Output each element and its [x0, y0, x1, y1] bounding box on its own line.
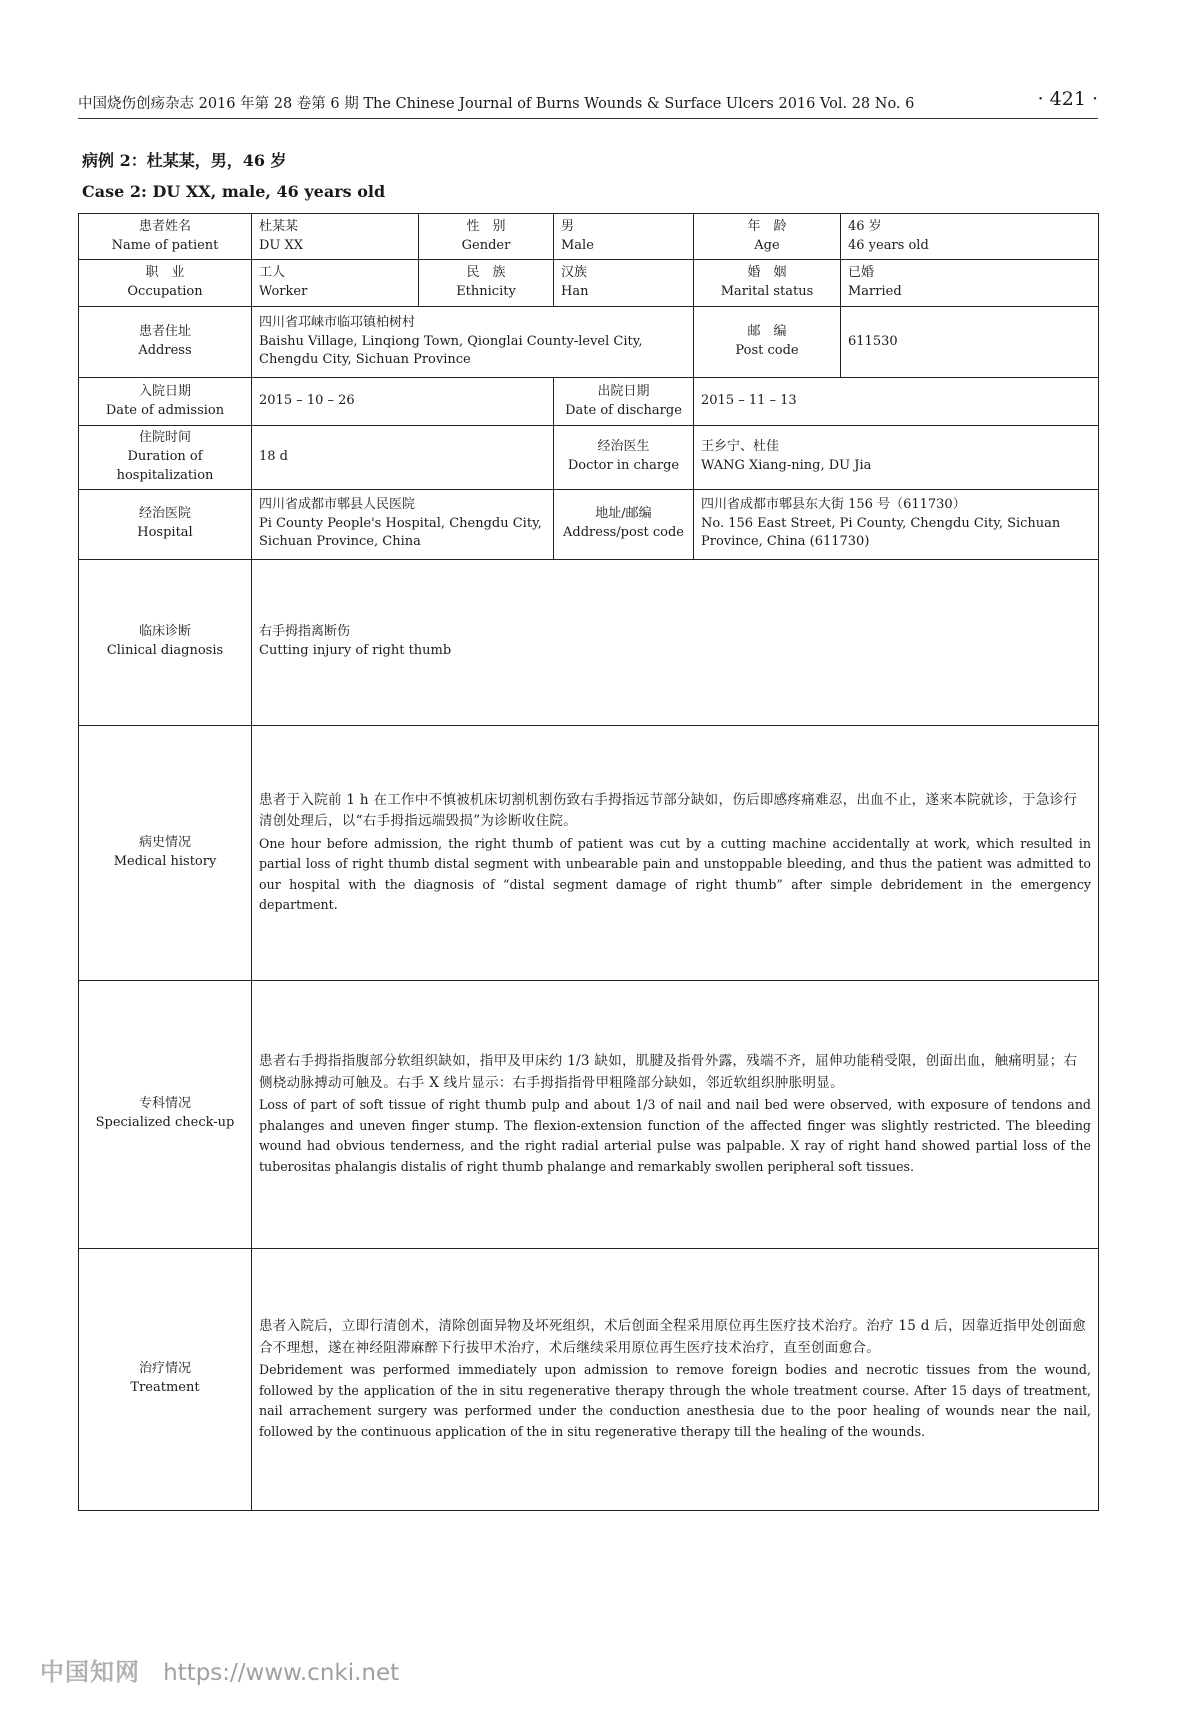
duration-value: 18 d [252, 426, 554, 490]
duration-label: 住院时间 Duration of hospitalization [79, 426, 252, 490]
doctor-value: 王乡宁、杜佳 WANG Xiang-ning, DU Jia [694, 426, 1099, 490]
discharge-value: 2015 – 11 – 13 [694, 378, 1099, 426]
cnki-url[interactable]: https://www.cnki.net [163, 1660, 400, 1686]
checkup-label: 专科情况 Specialized check-up [79, 980, 252, 1248]
postcode-label: 邮 编 Post code [694, 307, 841, 378]
case-record-table [78, 213, 1099, 1511]
postcode-value: 611530 [841, 307, 1099, 378]
row-diagnosis [79, 559, 1099, 725]
age-value: 46 岁 46 years old [841, 214, 1099, 260]
occupation-label: 职 业 Occupation [79, 260, 252, 307]
treatment-label: 治疗情况 Treatment [79, 1248, 252, 1510]
gender-value: 男 Male [554, 214, 694, 260]
row-occupation [79, 260, 1099, 307]
address-value: 四川省邛崃市临邛镇柏树村 Baishu Village, Linqiong Town, Qionglai County-level City, Chengdu City, Sichuan Province [252, 307, 694, 378]
name-label: 患者姓名 Name of patient [79, 214, 252, 260]
ethnicity-value: 汉族 Han [554, 260, 694, 307]
admission-label: 入院日期 Date of admission [79, 378, 252, 426]
case-title-en: Case 2: DU XX, male, 46 years old [82, 182, 386, 201]
occupation-value: 工人 Worker [252, 260, 419, 307]
gender-label: 性 别 Gender [419, 214, 554, 260]
hospital-label: 经治医院 Hospital [79, 489, 252, 559]
journal-citation: 中国烧伤创疡杂志 2016 年第 28 卷第 6 期 The Chinese Journal of Burns Wounds & Surface Ulcers 2016 Vol. 28 No. 6 [78, 96, 915, 112]
row-name [79, 214, 1099, 260]
treatment-value: 患者入院后，立即行清创术，清除创面异物及坏死组织，术后创面全程采用原位再生医疗技术治疗。治疗 15 d 后，因靠近指甲处创面愈合不理想，遂在神经阻滞麻醉下行拔甲术治疗，术后继续采用原位再生医疗技术治疗，直至创面愈合。 Debridement was performed immediately upon admission to remove foreign bodies and necrotic tissues from the wound, followed by the application of the in situ regenerative therapy through the whole treatment course. After 15 days of treatment, nail arrachement surgery was performed under the conduction anesthesia due to the poor healing of wounds near the nail, followed by the continuous application of the in situ regenerative therapy till the healing of the wounds. [252, 1248, 1099, 1510]
case-title-zh: 病例 2：杜某某，男，46 岁 [82, 151, 287, 170]
header-rule [78, 118, 1098, 119]
hospital-address-value: 四川省成都市郫县东大街 156 号（611730） No. 156 East Street, Pi County, Chengdu City, Sichuan Province, China (611730) [694, 489, 1099, 559]
row-hospital [79, 489, 1099, 559]
address-label: 患者住址 Address [79, 307, 252, 378]
diagnosis-value: 右手拇指离断伤 Cutting injury of right thumb [252, 559, 1099, 725]
admission-value: 2015 – 10 – 26 [252, 378, 554, 426]
row-dates [79, 378, 1099, 426]
row-history [79, 725, 1099, 980]
ethnicity-label: 民 族 Ethnicity [419, 260, 554, 307]
cnki-watermark [40, 1652, 399, 1687]
hospital-value: 四川省成都市郫县人民医院 Pi County People's Hospital, Chengdu City, Sichuan Province, China [252, 489, 554, 559]
running-header [78, 88, 1098, 118]
diagnosis-label: 临床诊断 Clinical diagnosis [79, 559, 252, 725]
checkup-value: 患者右手拇指指腹部分软组织缺如，指甲及甲床约 1/3 缺如，肌腱及指骨外露，残端不齐，屈伸功能稍受限，创面出血，触痛明显；右侧桡动脉搏动可触及。右手 X 线片显示：右手拇指指骨甲粗隆部分缺如，邻近软组织肿胀明显。 Loss of part of soft tissue of right thumb pulp and about 1/3 of nail and nail bed were observed, with exposure of tendons and phalanges and uneven finger stump. The flexion-extension function of the affected finger was slightly restricted. The bleeding wound had obvious tenderness, and the right radial arterial pulse was palpable. X ray of right hand showed partial loss of the tuberositas phalangis distalis of right thumb phalange and remarkably swollen peripheral soft tissues. [252, 980, 1099, 1248]
hospital-address-label: 地址/邮编 Address/post code [554, 489, 694, 559]
age-label: 年 龄 Age [694, 214, 841, 260]
cnki-logo: 中国知网 [40, 1658, 140, 1686]
row-treatment [79, 1248, 1099, 1510]
doctor-label: 经治医生 Doctor in charge [554, 426, 694, 490]
name-value: 杜某某 DU XX [252, 214, 419, 260]
marital-value: 已婚 Married [841, 260, 1099, 307]
row-checkup [79, 980, 1099, 1248]
history-value: 患者于入院前 1 h 在工作中不慎被机床切割机割伤致右手拇指远节部分缺如，伤后即感疼痛难忍，出血不止，遂来本院就诊，于急诊行清创处理后，以“右手拇指远端毁损”为诊断收住院。 One hour before admission, the right thumb of patient was cut by a cutting machine accidentally at work, which resulted in partial loss of right thumb distal segment with unbearable pain and unstoppable bleeding, and thus the patient was admitted to our hospital with the diagnosis of “distal segment damage of right thumb” after simple debridement in the emergency department. [252, 725, 1099, 980]
row-address [79, 307, 1099, 378]
row-duration [79, 426, 1099, 490]
marital-label: 婚 姻 Marital status [694, 260, 841, 307]
page-number: · 421 · [1037, 88, 1098, 110]
history-label: 病史情况 Medical history [79, 725, 252, 980]
discharge-label: 出院日期 Date of discharge [554, 378, 694, 426]
